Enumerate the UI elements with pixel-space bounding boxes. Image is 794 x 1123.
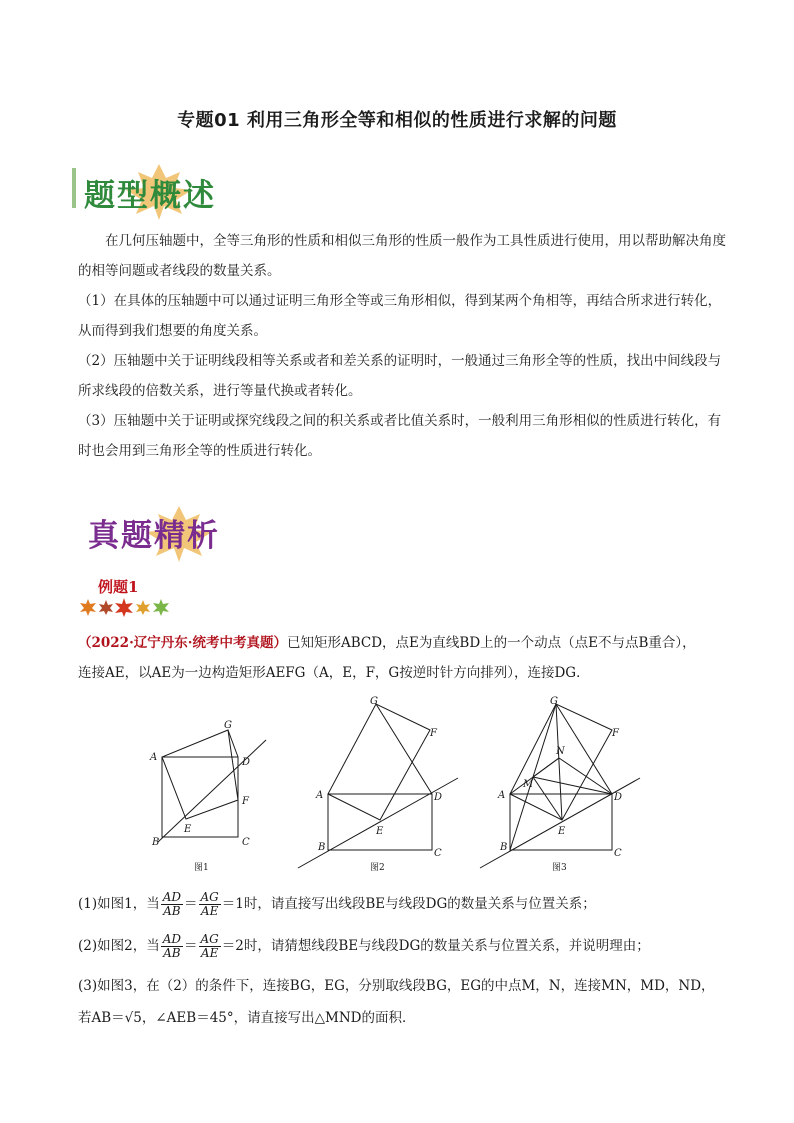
label-c: C xyxy=(242,837,250,848)
overview-text xyxy=(78,226,726,466)
rect-abcd xyxy=(162,757,238,837)
label-g: G xyxy=(550,696,558,707)
denominator: AE xyxy=(200,946,219,960)
numerator: AG xyxy=(200,932,219,946)
fraction xyxy=(161,891,183,918)
overview-paragraph: （3）压轴题中关于证明或探究线段之间的积关系或者比值关系时，一般利用三角形相似的性质进行转化，有时也会用到三角形全等的性质进行转化。 xyxy=(78,413,722,459)
section-heading-analysis: 真题精析 xyxy=(88,518,220,554)
denominator: AE xyxy=(200,904,219,918)
question-1: (1)如图1，当 $\frac{AD}{AB}$ ＝ $\frac{AG}{AE}$ ＝1时，请直接写出线段BE与线段DG的数量关系与位置关系； xyxy=(78,890,596,918)
example-label-block xyxy=(78,576,174,621)
fraction xyxy=(161,933,183,960)
label-f: F xyxy=(242,796,249,807)
label-c: C xyxy=(614,848,622,859)
overview-paragraph: （2）压轴题中关于证明线段相等关系或者和差关系的证明时，一般通过三角形全等的性质，找出中间线段与所求线段的倍数关系，进行等量代换或者转化。 xyxy=(78,353,722,399)
denominator: AB xyxy=(163,904,181,918)
label-g: G xyxy=(224,720,232,731)
denominator: AB xyxy=(163,946,181,960)
question-text: ＝1时，请直接写出线段BE与线段DG的数量关系与位置关系； xyxy=(221,896,596,912)
segment-me xyxy=(533,777,562,820)
label-b: B xyxy=(500,842,508,853)
fraction xyxy=(199,891,221,918)
question-text: ＝2时，请猜想线段BE与线段DG的数量关系与位置关系，并说明理由； xyxy=(221,938,650,954)
overview-paragraph: 在几何压轴题中，全等三角形的性质和相似三角形的性质一般作为工具性质进行使用，用以帮助解决角度的相等问题或者线段的数量关系。 xyxy=(78,233,726,279)
section-banner-analysis xyxy=(76,506,246,552)
segment-eg xyxy=(556,704,562,820)
problem-stem-line: 连接AE，以AE为一边构造矩形AEFG（A，E，F，G按逆时针方向排列），连接DG． xyxy=(78,665,590,681)
rect-aefg xyxy=(162,730,238,819)
line-bd xyxy=(158,740,266,842)
numerator: AG xyxy=(200,890,219,904)
figure-caption: 图2 xyxy=(370,863,385,873)
label-d: D xyxy=(614,792,623,803)
question-2: (2)如图2，当 $\frac{AD}{AB}$ ＝ $\frac{AG}{AE}$ ＝2时，请猜想线段BE与线段DG的数量关系与位置关系，并说明理由； xyxy=(78,932,650,960)
page-title: 专题01 利用三角形全等和相似的性质进行求解的问题 xyxy=(177,110,617,131)
label-m: M xyxy=(523,779,534,790)
section-heading-overview: 题型概述 xyxy=(84,178,216,214)
question-text: (2)如图2，当 xyxy=(78,938,160,954)
label-n: N xyxy=(556,746,565,757)
question-3-cont: 若AB＝√5，∠AEB＝45°，请直接写出△MND的面积． xyxy=(78,1010,416,1026)
question-3: (3)如图3，在（2）的条件下，连接BG，EG，分别取线段BG，EG的中点M，N，连接MN，MD，ND， xyxy=(78,978,715,994)
leaves-decoration-icon xyxy=(78,597,174,617)
label-e: E xyxy=(558,826,566,837)
figure-caption: 图3 xyxy=(552,863,567,873)
example-label: 例题1 xyxy=(98,578,139,596)
label-a: A xyxy=(316,790,324,801)
label-d: D xyxy=(242,757,251,768)
label-c: C xyxy=(434,848,442,859)
label-a: A xyxy=(150,752,158,763)
figure-2 xyxy=(298,696,458,873)
figure-3 xyxy=(480,696,640,873)
fraction xyxy=(199,933,221,960)
questions xyxy=(78,886,726,1034)
figure-1 xyxy=(149,720,266,873)
label-f: F xyxy=(612,728,619,739)
label-g: G xyxy=(370,696,378,707)
label-b: B xyxy=(152,837,160,848)
label-b: B xyxy=(318,842,326,853)
question-text: (1)如图1，当 xyxy=(78,896,160,912)
segment-an xyxy=(510,758,559,794)
problem-source: （2022·辽宁丹东·统考中考真题） xyxy=(78,635,287,651)
banner-bar xyxy=(72,168,76,208)
section-banner-overview xyxy=(72,166,232,212)
label-d: D xyxy=(434,792,443,803)
numerator: AD xyxy=(162,932,182,946)
figures xyxy=(140,690,660,875)
label-e: E xyxy=(184,824,192,835)
figure-caption: 图1 xyxy=(194,863,209,873)
label-f: F xyxy=(430,728,437,739)
label-e: E xyxy=(376,826,384,837)
problem-stem xyxy=(78,628,726,688)
problem-stem-line: 已知矩形ABCD，点E为直线BD上的一个动点（点E不与点B重合）， xyxy=(286,635,696,651)
numerator: AD xyxy=(162,890,182,904)
overview-paragraph: （1）在具体的压轴题中可以通过证明三角形全等或三角形相似，得到某两个角相等，再结合所求进行转化，从而得到我们想要的角度关系。 xyxy=(78,293,722,339)
label-a: A xyxy=(498,790,506,801)
